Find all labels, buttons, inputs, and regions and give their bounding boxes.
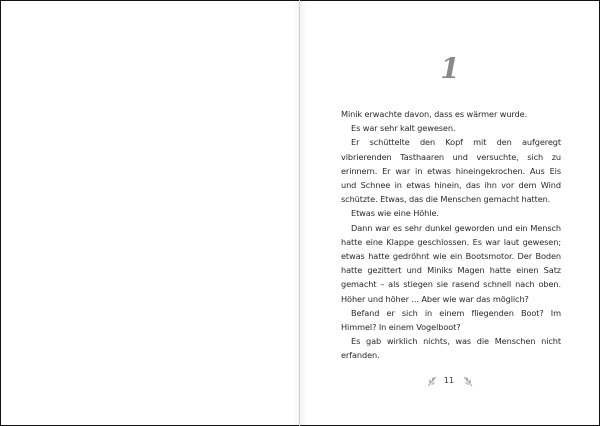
paragraph: Es gab wirklich nichts, was die Menschen nicht erfanden. bbox=[341, 336, 561, 361]
paragraph: Dann war es sehr dunkel geworden und ein Mensch hatte eine Klappe geschlossen. Es war laut gewesen; etwas hatte gedröhnt wie ein Bootsmotor. Der Boden hatte gezittert und Miniks Magen hatte einen Satz gemacht – als stiegen sie rasend schnell nach oben. Höher und höher ... Aber wie war das möglich? bbox=[341, 222, 561, 304]
left-page-blank bbox=[0, 0, 299, 426]
paragraph: Es war sehr kalt gewesen. bbox=[351, 123, 456, 134]
right-page bbox=[300, 0, 599, 426]
paragraph: Befand er sich in einem fliegenden Boot? Im Himmel? In einem Vogelboot? bbox=[341, 307, 561, 333]
chapter-number: 1 bbox=[440, 52, 460, 85]
leaf-sprig-icon bbox=[426, 374, 440, 388]
page-folio bbox=[424, 374, 474, 390]
chapter-body-text bbox=[341, 107, 561, 363]
page-number: 11 bbox=[443, 376, 455, 385]
leaf-sprig-icon bbox=[460, 374, 474, 388]
paragraph: Er schüttelte den Kopf mit den aufgeregt vibrierenden Tasthaaren und versuchte, sich zu erinnern. Er war in etwas hineingekrochen. Aus Eis und Schnee in etwas hinein, das ihn vor dem Wind schützte. Etwas, das die Menschen gemacht hatten. bbox=[341, 137, 561, 205]
paragraph: Minik erwachte davon, dass es wärmer wurde. bbox=[341, 109, 528, 119]
paragraph: Etwas wie eine Höhle. bbox=[351, 208, 439, 219]
